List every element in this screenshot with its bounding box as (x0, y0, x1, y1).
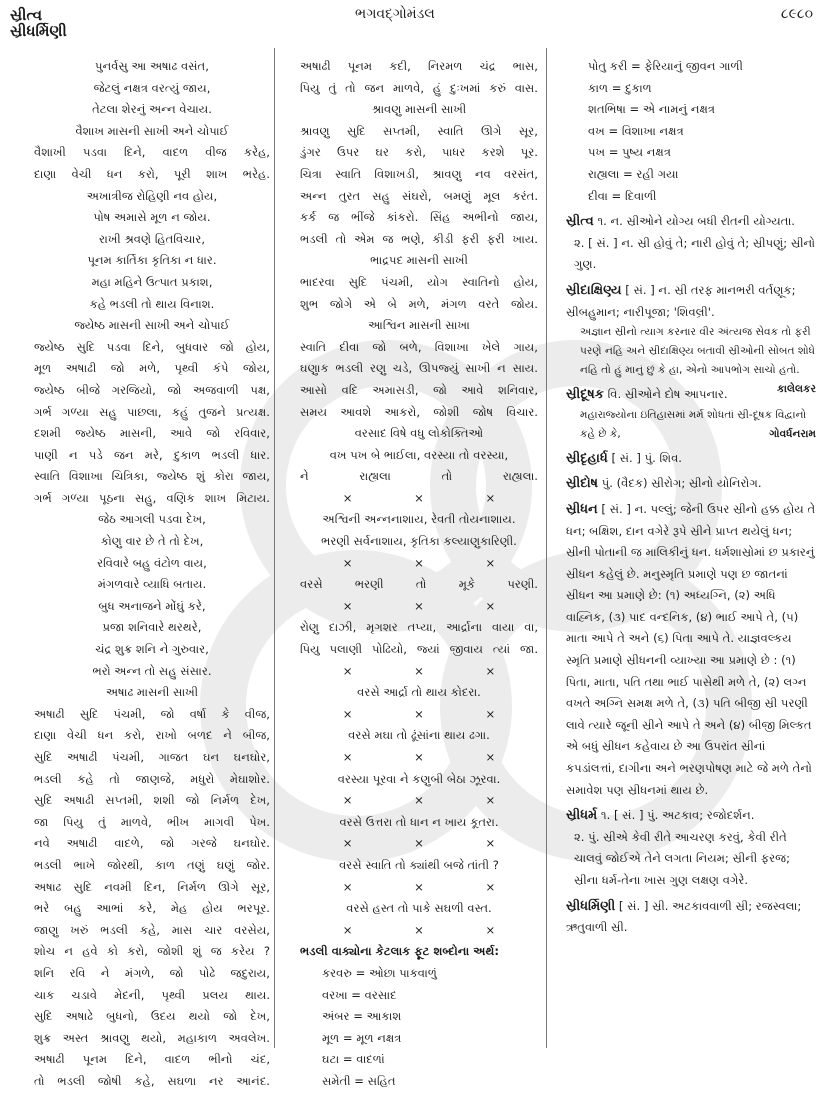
entry-headword: સ્રીદૂષક (566, 387, 604, 403)
verse-line: અષાઢી સુદિ પંચમી, જો વર્ષા કે વીજ, (34, 706, 270, 721)
verse-line: વખ પખ બે ભાઈલા, વરસ્યા તો વરસ્યા, (329, 447, 509, 462)
glossary-item: કાળ = દુકાળ (588, 80, 652, 95)
verse-line: જેઠ આગલી પડવા દેખ, (98, 512, 206, 527)
verse-line: શુભ જોગે એ બે મળે, મંગળ વરતે જોય. (300, 296, 538, 311)
verse-line: વરસે ઉત્તરા તો ધાન ન ખાય કૂતરા. (339, 814, 499, 829)
entry-headword: સ્રીત્વ (566, 214, 594, 230)
verse-line: જ્યેષ્ઠ બીજે ગરજિયો, જો અજવાળી પક્ષ, (34, 382, 270, 397)
verse-line: જ્યેષ્ઠ માસની સાખી અને ચોપાઈ (74, 318, 230, 333)
verse-line: તેટલા શેરનું અન્ન વેચાય. (92, 102, 212, 117)
column-divider (546, 48, 547, 1048)
dictionary-entry (566, 896, 816, 939)
left-column (34, 56, 270, 1093)
cross-mark: × (342, 598, 353, 613)
glossary-item: પોતુ કરી = ફેરિયાનું જીવન ગાળી (588, 59, 743, 73)
entry-headword: સ્રીદોષ (566, 476, 599, 492)
cross-mark: × (414, 793, 424, 808)
section-separator (300, 747, 538, 769)
verse-line: પુનર્વસુ આ અષાઢ વસંત, (95, 59, 209, 73)
glossary-item: અંબર = આકાશ (322, 1009, 402, 1024)
glossary-item: વરખા = વરસાદ (322, 987, 397, 1002)
cross-mark: × (342, 490, 353, 505)
guide-word-last: સ્રીધર્મિણી (10, 22, 67, 40)
dictionary-entry (566, 473, 816, 495)
cross-mark: × (414, 663, 424, 678)
verse-line: આસો વદિ અમાસડી, જો આવે શનિવાર, (300, 382, 538, 397)
verse-line: સમય આવશે આકરો, જોશી જોષ વિચાર. (300, 404, 538, 419)
verse-line: વૈશાખ માસની સાખી અને ચોપાઈ (75, 123, 229, 138)
verse-line: કર્ક જ ભીંજે કાંકરો. સિંહ અભીનો જાય, (300, 210, 538, 225)
verse-line: સુદિ અષાઢી સપ્તમી, શશી જો નિર્મળ દેખ, (34, 793, 270, 808)
verse-line: જાણુ ખરું ભડલી કહે, માસ ચાર વરસેય, (34, 922, 270, 937)
verse-line: અશ્વિની અન્નનાશાય, રેવતી તોયનાશાય. (322, 512, 516, 527)
cross-mark: × (414, 555, 424, 570)
verse-line: વરસે આર્દ્રા તો થાય કોદરા. (357, 685, 481, 700)
entry-definition: પું. (વૈદક) સ્રીરોગ; સ્રીનો યોનિરોગ. (601, 476, 762, 491)
verse-line: શ્રાવણુ માસની સાખી (371, 102, 467, 117)
entry-definition: [ સં. ] સ્રી. અટકાવવાળી સ્રી; રજસ્વલા; ઋતુવાળી સ્રી. (566, 898, 802, 935)
cross-mark: × (414, 490, 424, 505)
entry-definition: [ સં. ] ન. સ્રી તરફ માનભરી વર્તણૂક; સ્રીબહુમાન; નારીપૂજા; 'શિવલ્રી'. (566, 282, 796, 319)
verse-line: ભડલી તો એમ જ ભણે, કીડી ફરી ફરી ખાય. (300, 231, 538, 246)
verse-line: વૈશાખી પડવા દિને, વાદળ વીજ કરેહ, (34, 145, 270, 160)
cross-mark: × (485, 879, 496, 894)
entry-sense: ૨. [ સં. ] ન. સ્રી હોવું તે; નારી હોવું તે; સ્રીપણું; સ્રીનો ગુણ. (574, 235, 816, 272)
cross-mark: × (485, 663, 496, 678)
verse-line: ચાક ચડાવે મેદની, પૃથ્વી પ્રલય થાય. (34, 987, 270, 1002)
glossary-item: વખ = વિશાખા નક્ષત્ર (588, 123, 684, 138)
verse-line: ભરે બહુ આભાં કરે, મેહ હોય ભરપૂર. (34, 901, 270, 916)
verse-line: ગર્ભ ગળ્યા સહુ પાછલા, કહું તુજને પ્રત્યક્ષ. (34, 404, 270, 419)
section-separator (300, 596, 538, 618)
cross-mark: × (414, 836, 424, 851)
right-column (566, 56, 816, 939)
cross-mark: × (485, 598, 496, 613)
section-separator (300, 704, 538, 726)
verse-line: સ્વાતિ દીવા જો બળે, વિશાખા ખેલે ગાય, (300, 339, 538, 354)
verse-line: ભડલી કહે તો જાણજે, મધુરો મેઘાશોર. (34, 771, 270, 786)
dictionary-entry (566, 499, 816, 801)
entry-definition: ૧. ન. સ્રીઓને યોગ્ય બધી રીતની યોગ્યતા. (597, 214, 795, 229)
glossary-item: ઘટા = વાદળાં (322, 1052, 385, 1067)
cross-mark: × (342, 706, 353, 721)
verse-line: જેટલું નક્ષત્ર વરત્યું જાય, (93, 80, 211, 95)
cross-mark: × (342, 663, 353, 678)
page-header (0, 0, 825, 42)
verse-line: અષાઢી પૂનમ કદી, નિરમળ ચંદ્ર ભાસ, (300, 59, 538, 73)
section-separator (300, 920, 538, 942)
entry-definition: [ સં. ] ન. પલ્લું; જેની ઉપર સ્રીનો હક્ક હોય તે ધન; બક્ષિશ, દાન વગેરે રૂપે સ્રીને પ્રાપ્ત થયેલું ધન; સ્રીની પોતાની જ માલિકીનું ધન. ધર્મશાસ્રોમાં છ પ્રકારનું સ્રીધન કહેલું છે. મનુસ્મૃતિ પ્રમાણે પણ છ જાતનાં સ્રીધન આ પ્રમાણે છે: (૧) અધ્યગ્નિ, (૨) અધિ વાહ્નિક, (૩) પાદ વન્દનિક, (૪) ભાઈ આપે તે, (૫) માતા આપે તે અને (૬) પિતા આપે તે. યાજ્ઞવલ્કય સ્મૃતિ પ્રમાણે સ્રીધનની વ્યાખ્યા આ પ્રમાણે છે : (૧) પિતા, માતા, પતિ તથા ભાઈ પાસેથી મળે તે, (૨) લગ્ન વખતે અગ્નિ સમક્ષ મળે તે, (૩) પતિ બીજી સ્રી પરણી લાવે ત્યારે જૂની સ્રીને આપે તે અને (૪) બીજી મિલ્કત એ બધું સ્રીધન કહેવાય છે આ ઉપરાંત સ્રીનાં કપડાંલત્તાં, દાગીના અને ભરણપોષણ માટે જે મળે તેનો સમાવેશ પણ સ્રીધનમાં થાય છે. (566, 501, 816, 797)
verse-line: પાણી ન પડે જન મરે, દુકાળ ભડલી ધાર. (34, 447, 270, 462)
verse-line: અન્ન તુરત સહુ સંઘરો, બમણું મૂલ કરંત. (300, 188, 538, 203)
cross-mark: × (414, 706, 424, 721)
verse-line: જા પિયુ તું માળવે, ભીખ માગવી પેખ. (34, 814, 270, 829)
entry-headword: સ્રીદાક્ષિણ્ય (566, 282, 622, 298)
verse-line: રવિવારે બહુ વંટોળ વાય, (97, 555, 207, 570)
cross-mark: × (342, 922, 353, 937)
glossary-item: મૂળ = મૂળ નક્ષત્ર (322, 1030, 402, 1045)
verse-line: સુદિ અષાઢે બુધનો, ઉદય થયો જો દેખ, (34, 1009, 270, 1024)
verse-line: વરસે મઘા તો ઢૂંસાંના થાય ઢગા. (348, 728, 490, 743)
verse-line: પોષ અમાસે મૂળ ન જોય. (93, 210, 211, 225)
subheading: ભડલી વાક્યોના કેટલાક ફૂટ શબ્દોના અર્થ: (300, 944, 500, 959)
cross-mark: × (414, 598, 424, 613)
verse-line: મંગળવારે વ્યાધિ બતાય. (97, 577, 207, 592)
verse-line: અખાત્રીજ રોહિણી નવ હોય, (86, 188, 218, 203)
verse-line: ગર્ભ ગળ્યા પૂઠના સહુ, વણિક શાખ મિટાય. (34, 490, 270, 505)
entry-headword: સ્રીદૃહાર્ધ (566, 450, 608, 466)
page-number: ૮૯૮૦ (780, 6, 813, 22)
glossary-item: કરવરુ = ઓછા પાકવાળું (322, 965, 437, 980)
cross-mark: × (485, 706, 496, 721)
entry-definition: [ સં. ] પું. શિવ. (611, 450, 682, 465)
verse-line: જ્યેષ્ઠ સુદિ પડવા દિને, બુધવાર જો હોય, (34, 339, 270, 354)
verse-line: વરસે હસ્ત તો પાકે સઘળી વસ્ત. (346, 901, 492, 916)
entry-sense: ૨. પું. સ્રીએ કેવી રીતે આચરણ કરવું, કેવી રીતે ચાલવું જોઈએ તેને લગતા નિયમ; સ્રીની ફરજ; સ્રીના ધર્મ-તેના ખાસ ગુણ લક્ષણ વગેરે. (574, 829, 790, 887)
verse-line: વરસ્યા પૂરવા ને કણુબી બેઠા ઝૂરવા. (337, 771, 501, 786)
cross-mark: × (414, 750, 424, 764)
verse-line: ચંદ્ર શુક્ર શનિ ને ગુરુવાર, (95, 642, 209, 657)
verse-line: ભરણી સર્વનાશાય, કૃતિકા કલ્યાણુકારિણી. (321, 534, 517, 549)
verse-line: પ્રજા શનિવારે થરથરે, (102, 620, 202, 635)
glossary-item: સમેતી = સહિત (322, 1073, 396, 1088)
verse-line: ભડલી ભાખે જોરથી, કાળ તણું ઘણું જોર. (34, 857, 270, 872)
cross-mark: × (342, 879, 353, 894)
cross-mark: × (414, 879, 424, 894)
verse-line: ભાદરવા સુદિ પંચમી, યોગ સ્વાતિનો હોય, (300, 274, 538, 289)
verse-line: કહે ભડલી તો થાય વિનાશ. (89, 296, 215, 311)
quote-text: મહારાજ્યોના ઇતિહાસમાં મર્મ શોધતાં સ્રી-દૂષક વિદ્વાનો કહે છે કે, (580, 408, 807, 440)
dictionary-entry (566, 211, 816, 276)
glossary-item: શતભિષા = એ નામનું નક્ષત્ર (588, 102, 716, 117)
verse-line: ચિત્રા સ્વાતિ વિશાખડી, શ્રાવણુ નવ વરસંત, (300, 166, 538, 181)
cross-mark: × (485, 750, 496, 764)
verse-line: પિયુ પલાણી પોઢિયો, જ્યાં જીવાય ત્યાં જા. (300, 642, 538, 657)
cross-mark: × (342, 836, 353, 851)
verse-line: મૂળ અષાઢી જો મળે, પૃથ્વી કંપે જોય, (34, 361, 270, 376)
entry-headword: સ્રીધન (566, 501, 598, 517)
verse-line: અષાઢ સુદિ નવમી દિન, નિર્મળ ઊગે સૂર, (34, 879, 270, 894)
verse-line: વરસે સ્વાતિ તો ક્યાંથી બજે તાંતી ? (339, 857, 499, 872)
verse-line: બુધ અનાજને મોંઘું કરે, (98, 598, 206, 613)
verse-line: પિયુ તું તો જન માળવે, હું દુઃખમાં કરું વાસ. (300, 80, 538, 95)
glossary-list (566, 56, 816, 207)
cross-mark: × (342, 750, 353, 764)
verse-line: રોણુ દાઝી, મૃગશર તપ્યા, આર્દ્રાના વાયા વા, (300, 620, 538, 635)
section-separator (300, 553, 538, 575)
verse-line: વરસે ભરણી તો મૂકે પરણી. (300, 577, 538, 592)
dictionary-entry (566, 805, 816, 891)
column-divider (274, 48, 275, 1048)
verse-line: અષાઢી પૂનમ દિને, વાદળ ભીનો ચંદ, (34, 1052, 270, 1067)
quote-author: ગોવર્ધનરામ (769, 427, 816, 440)
verse-line: દાણા વેચી ધન કરો, રાખો બળદ ને બીજ, (34, 728, 270, 743)
cross-mark: × (485, 490, 496, 505)
verse-line: સ્વાતિ વિશાખા ચિત્રિકા, જ્યેષ્ઠ શું કોરા જાય, (34, 469, 270, 484)
guide-word-first: સ્રીત્વ (10, 6, 43, 24)
dictionary-entry (566, 448, 816, 470)
cross-mark: × (485, 922, 496, 937)
verse-line: પૂનમ કાર્તિકા કૃતિકા ન ધાર. (87, 253, 217, 268)
entry-headword: સ્રીધર્મ (566, 808, 598, 824)
verse-line: દાણા વેચી ધન કરો, પૂરી શાખ ભરેહ. (34, 166, 270, 181)
entry-definition: ૧. [ સં. ] પું. અટકાવ; રજોદર્શન. (600, 808, 755, 823)
entry-quote (566, 406, 816, 444)
middle-column (300, 56, 538, 1093)
running-title: ભગવદ્ગોમંડલ (355, 6, 435, 22)
verse-line: ને રાહ્યલા તો રાહ્યલા. (300, 469, 538, 484)
verse-line: ભરો અન્ન તો સહુ સંસાર. (92, 663, 212, 678)
section-separator (300, 877, 538, 899)
section-separator (300, 833, 538, 855)
verse-line: દશમી જ્યેષ્ઠ માસની, આવે જો રવિવાર, (34, 426, 270, 441)
section-separator (300, 661, 538, 683)
cross-mark: × (342, 793, 353, 808)
verse-line: કોણુ વાર છે તે તો દેખ, (100, 534, 204, 549)
cross-mark: × (414, 922, 424, 937)
quote-text: અજ્ઞાન સ્રીનો ત્યાગ કરનાર વીર અંત્યજ સેવક તો ફરી પરણે નહિ અને સ્રીદાક્ષિણ્ય બતાવી સ્રીઓની સોબત શોધે નહિ તો હું માનું છું કે હા, એનો આપભોગ સાચો હતો. (580, 326, 816, 377)
entry-headword: સ્રીધર્મિણી (566, 898, 616, 914)
verse-line: શનિ રવિ ને મંગળે, જો પોઢે જદુરાય, (34, 965, 270, 980)
glossary-item: પખ = પુષ્ય નક્ષત્ર (588, 145, 671, 160)
section-separator (300, 790, 538, 812)
section-separator (300, 488, 538, 510)
quote-author: કાલેલકર (776, 383, 816, 396)
cross-mark: × (342, 555, 353, 570)
verse-line: રાખી શ્રવણે હિતવિચાર, (98, 231, 206, 246)
verse-line: શુક્ર અસ્ત શ્રાવણુ થયો, મહાકાળ અવલેખ. (34, 1030, 270, 1045)
verse-line: મહા મહિને ઉત્પાત પ્રકાશ, (91, 274, 213, 289)
cross-mark: × (485, 555, 496, 570)
verse-line: તો ભડલી જોષી કહે, સઘળા નર આનંદ. (34, 1073, 270, 1088)
verse-line: સુદિ અષાઢી પંચમી, ગાજત ઘન ઘનઘોર, (34, 750, 270, 764)
cross-mark: × (485, 793, 496, 808)
cross-mark: × (485, 836, 496, 851)
glossary-item: દીવા = દિવાળી (588, 188, 657, 203)
verse-line: ઘણુાક ભડલી રણુ ચડે, ઊપજ્યું સાખી ન સાય. (300, 361, 538, 376)
verse-line: ડુંગર ઉપર ઘર કરો, પાધર કરશે પૂર. (300, 145, 538, 160)
verse-line: નવે અષાઢી વાદળે, જો ગરજે ઘનઘોર. (34, 836, 270, 851)
glossary-item: રાહ્યલા = રહી ગયા (588, 166, 679, 181)
dictionary-entries (566, 211, 816, 939)
verse-line: વરસાદ વિષે વધુ લોકોક્તિઓ (354, 426, 484, 441)
entry-definition: વિ. સ્રીઓને દોષ આપનાર. (607, 387, 728, 402)
verse-line: અષાઢ માસની સાખી (105, 685, 199, 700)
verse-line: શ્રાવણુ સુદિ સપ્તમી, સ્વાતિ ઊગે સૂર, (300, 123, 538, 138)
verse-line: આશ્વિન માસની સાખા (368, 318, 470, 333)
verse-line: શોચ ન હવે કો કરો, જોશી શું જ કરેય ? (34, 944, 270, 959)
verse-line: ભાદ્રપદ માસની સાખી (370, 253, 468, 268)
